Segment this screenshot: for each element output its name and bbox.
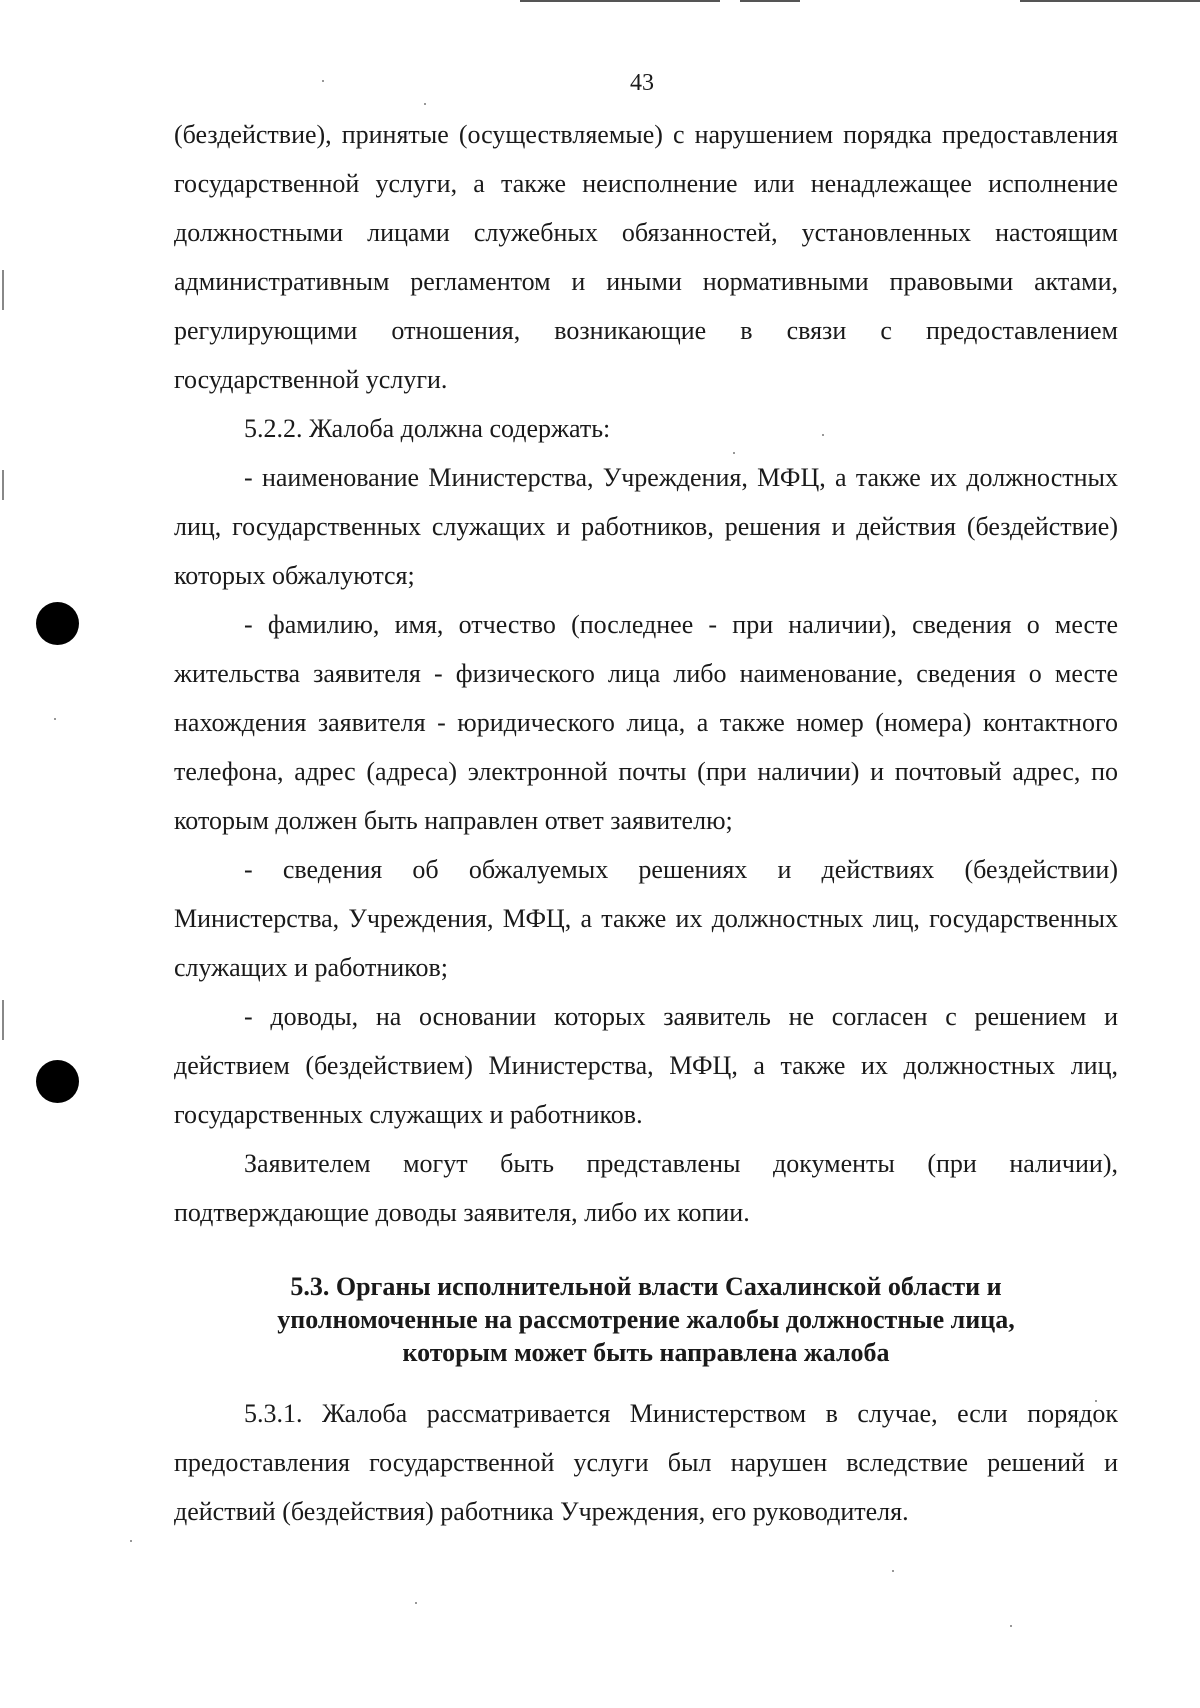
scan-speck (1010, 1625, 1012, 1627)
section-heading-line: 5.3. Органы исполнительной власти Сахалинской области и (290, 1272, 1002, 1301)
scan-edge-mark (2, 470, 4, 500)
scan-artifact-line (740, 0, 800, 2)
list-item-names: - наименование Министерства, Учреждения, МФЦ, а также их должностных лиц, государственных служащих и работников, решения и действия (бездействие) которых обжалуются; (174, 463, 1118, 590)
list-item-applicant-info: - фамилию, имя, отчество (последнее - при наличии), сведения о месте жительства заявителя - физического лица либо наименование, сведения о месте нахождения заявителя - юридического лица, а также номер (номера) контактного телефона, адрес (адреса) электронной почты (при наличии) и почтовый адрес, по которым должен быть направлен ответ заявителю; (174, 610, 1118, 835)
scan-artifact-line (520, 0, 720, 2)
paragraph-supporting-documents: Заявителем могут быть представлены документы (при наличии), подтверждающие доводы заявителя, либо их копии. (174, 1149, 1118, 1227)
punch-hole (36, 602, 79, 645)
section-heading-5-3 (174, 1270, 1118, 1369)
scan-speck (424, 103, 426, 105)
paragraph-5-2-2: 5.2.2. Жалоба должна содержать: (244, 414, 611, 443)
section-heading-line: которым может быть направлена жалоба (402, 1338, 890, 1367)
scan-edge-mark (2, 270, 4, 310)
scan-speck (892, 1570, 894, 1572)
document-body (174, 110, 1118, 1536)
scan-edge-mark (2, 1000, 4, 1040)
page-number: 43 (630, 70, 654, 96)
scan-speck (54, 718, 56, 720)
paragraph-5-3-1: 5.3.1. Жалоба рассматривается Министерством в случае, если порядок предоставления государственной услуги был нарушен вследствие решений и действий (бездействия) работника Учреждения, его руководителя. (174, 1399, 1118, 1526)
scan-speck (130, 1540, 132, 1542)
list-item-arguments: - доводы, на основании которых заявитель не согласен с решением и действием (бездействием) Министерства, МФЦ, а также их должностных лиц, государственных служащих и работников. (174, 1002, 1118, 1129)
scan-speck (415, 1602, 417, 1604)
list-item-appealed-decisions: - сведения об обжалуемых решениях и действиях (бездействии) Министерства, Учреждения, МФЦ, а также их должностных лиц, государственных служащих и работников; (174, 855, 1118, 982)
section-heading-line: уполномоченные на рассмотрение жалобы должностные лица, (277, 1305, 1015, 1334)
scan-artifact-line (1020, 0, 1200, 2)
paragraph-continuation: (бездействие), принятые (осуществляемые) с нарушением порядка предоставления государственной услуги, а также неисполнение или ненадлежащее исполнение должностными лицами служебных обязанностей, установленных настоящим административным регламентом и иными нормативными правовыми актами, регулирующими отношения, возникающие в связи с предоставлением государственной услуги. (174, 120, 1118, 394)
punch-hole (36, 1060, 79, 1103)
